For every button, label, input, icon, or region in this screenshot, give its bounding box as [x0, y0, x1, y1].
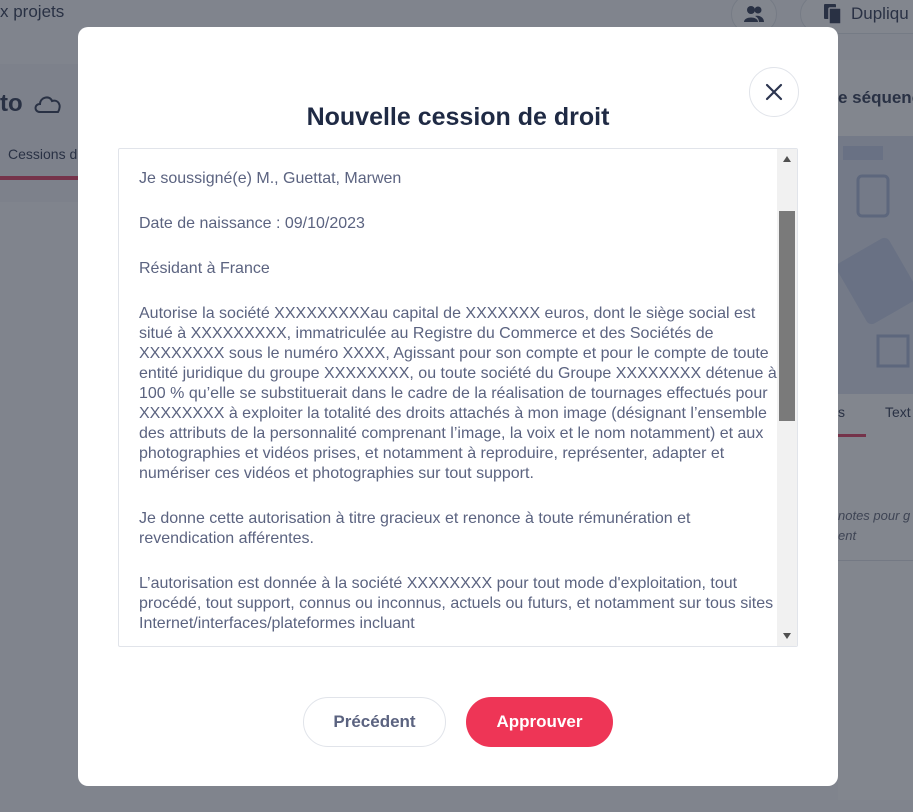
doc-paragraph: Je donne cette autorisation à titre gracieux et renonce à toute rémunération et revendication afférentes.	[139, 510, 691, 547]
scrollbar[interactable]	[777, 149, 797, 646]
doc-paragraph: L’autorisation est donnée à la société XXXXXXXX pour tout mode d'exploitation, tout procédé, tout support, connus ou inconnus, actuels ou futurs, et notamment sur tous sites Internet/interfaces/plateformes incluant	[139, 575, 774, 632]
approve-button[interactable]: Approuver	[466, 697, 613, 747]
document-text	[139, 169, 779, 647]
scroll-up-arrow[interactable]	[777, 149, 797, 169]
triangle-up-icon	[783, 156, 791, 162]
doc-paragraph: Résidant à France	[139, 260, 270, 277]
triangle-down-icon	[783, 633, 791, 639]
scroll-thumb[interactable]	[779, 211, 795, 421]
close-button[interactable]	[749, 67, 799, 117]
close-icon	[765, 83, 783, 101]
doc-paragraph: Autorise la société XXXXXXXXXau capital de XXXXXXX euros, dont le siège social est situé à XXXXXXXXX, immatriculée au Registre du Commerce et des Sociétés de XXXXXXXX sous le numéro XXXX, Agissant pour son compte et pour le compte de toute entité juridique du groupe XXXXXXXX, ou toute société du Groupe XXXXXXXX détenue à 100 % qu’elle se substituerait dans le cadre de la réalisation de tournages effectués pour XXXXXXXX à exploiter la totalité des droits attachés à mon image (désignant l’ensemble des attributs de la personnalité comprenant l’image, la voix et le nom notamment) et aux photographies et vidéos prises, et notamment à reproduire, représenter, adapter et numériser ces vidéos et photographies sur tout support.	[139, 305, 777, 482]
previous-button[interactable]: Précédent	[303, 697, 446, 747]
scroll-down-arrow[interactable]	[777, 626, 797, 646]
doc-paragraph: Date de naissance : 09/10/2023	[139, 215, 365, 232]
modal-title: Nouvelle cession de droit	[306, 103, 610, 131]
doc-paragraph: Je soussigné(e) M., Guettat, Marwen	[139, 170, 402, 187]
document-scroll-area[interactable]	[118, 148, 798, 647]
rights-transfer-modal	[78, 27, 838, 786]
